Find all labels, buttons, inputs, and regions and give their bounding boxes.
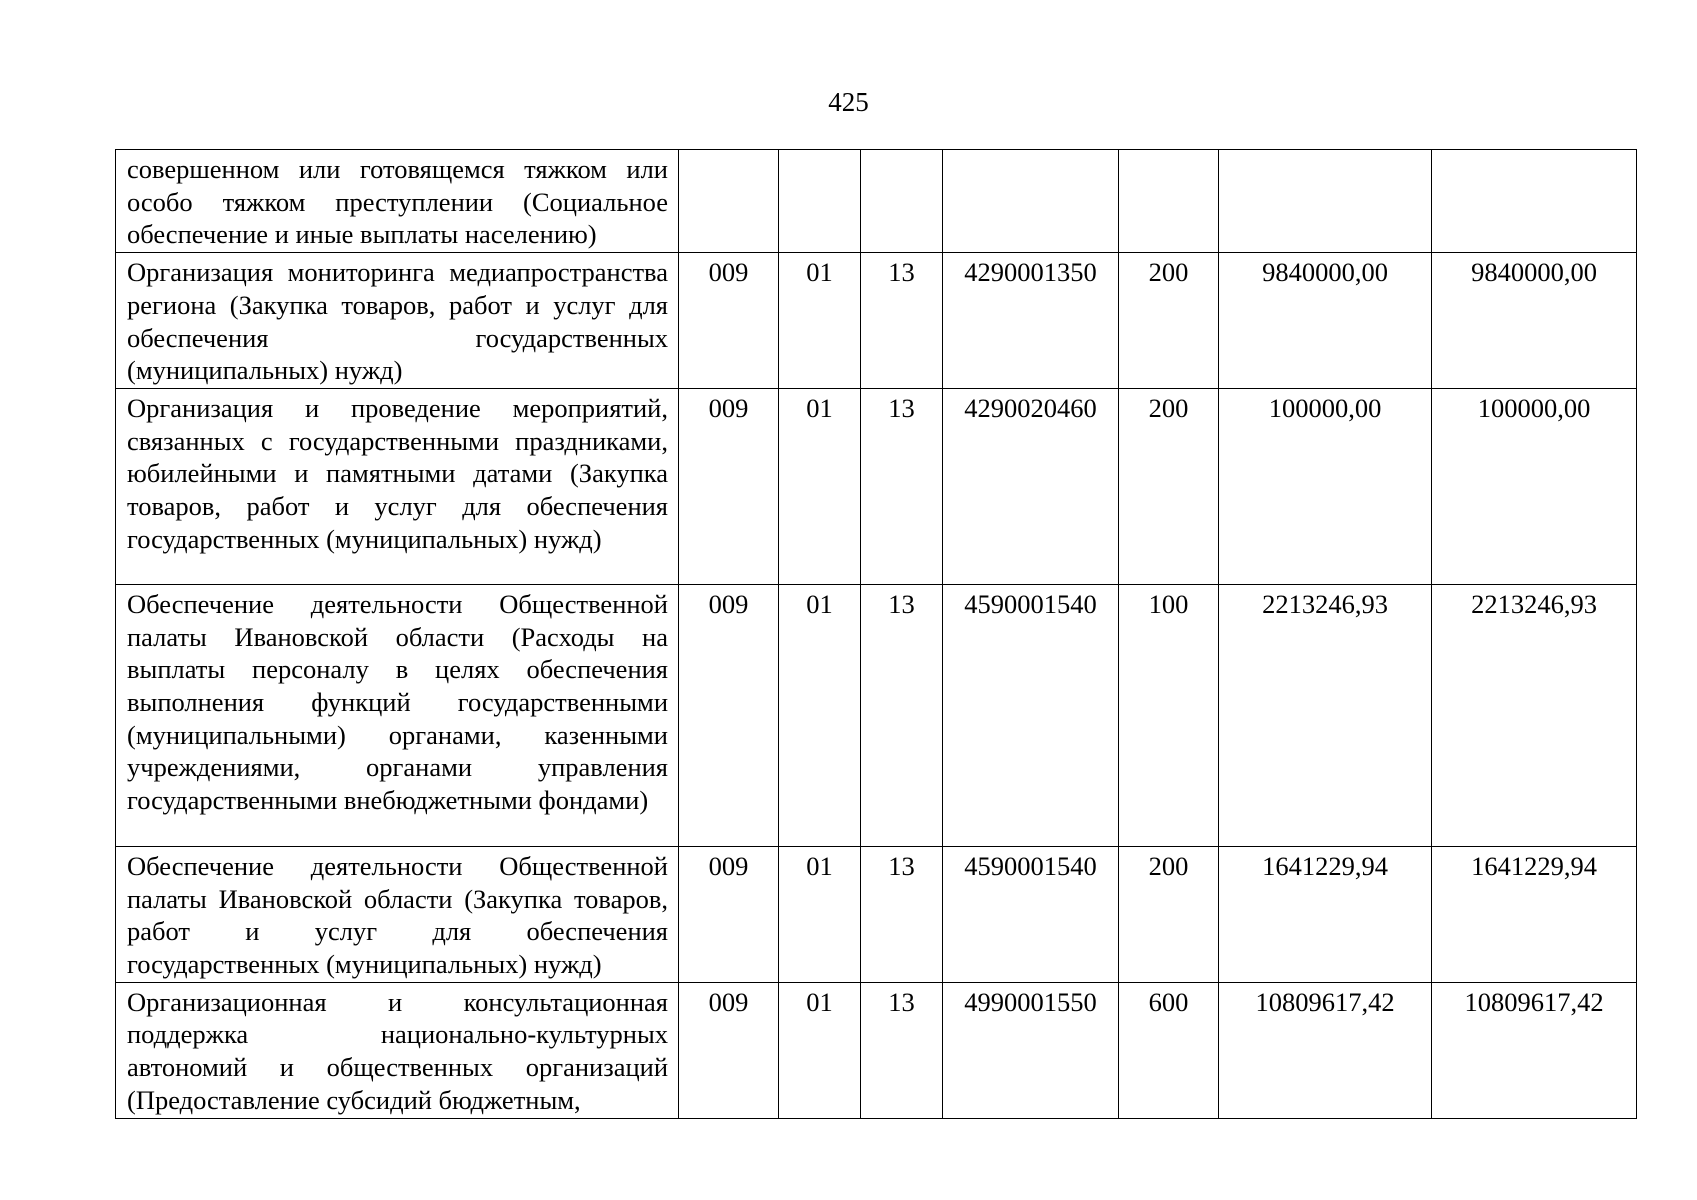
amount-year-2 xyxy=(1432,150,1637,253)
subsection-code: 13 xyxy=(861,388,943,584)
section-code: 01 xyxy=(779,253,861,389)
target-article-code: 4290020460 xyxy=(943,388,1119,584)
row-description: Обеспечение деятельности Общественной палаты Ивановской области (Закупка товаров, работ и услуг для обеспечения государственных (муниципальных) нужд) xyxy=(116,846,679,982)
section-code: 01 xyxy=(779,584,861,846)
amount-year-1: 100000,00 xyxy=(1219,388,1432,584)
amount-year-2: 100000,00 xyxy=(1432,388,1637,584)
subsection-code: 13 xyxy=(861,253,943,389)
expense-type-code: 600 xyxy=(1119,982,1219,1118)
expense-type-code xyxy=(1119,150,1219,253)
subsection-code: 13 xyxy=(861,982,943,1118)
amount-year-2: 10809617,42 xyxy=(1432,982,1637,1118)
expense-type-code: 100 xyxy=(1119,584,1219,846)
row-description: совершенном или готовящемся тяжком или особо тяжком преступлении (Социальное обеспечение и иные выплаты населению) xyxy=(116,150,679,253)
amount-year-1: 9840000,00 xyxy=(1219,253,1432,389)
ministry-code: 009 xyxy=(679,982,779,1118)
section-code: 01 xyxy=(779,982,861,1118)
target-article-code: 4990001550 xyxy=(943,982,1119,1118)
page-number: 425 xyxy=(828,87,869,117)
amount-year-1: 10809617,42 xyxy=(1219,982,1432,1118)
row-description: Обеспечение деятельности Общественной палаты Ивановской области (Расходы на выплаты персоналу в целях обеспечения выполнения функций государственными (муниципальными) органами, казенными учреждениями, органами управления государственными внебюджетными фондами) xyxy=(116,584,679,846)
subsection-code xyxy=(861,150,943,253)
section-code xyxy=(779,150,861,253)
table-row xyxy=(116,846,1637,982)
ministry-code: 009 xyxy=(679,388,779,584)
amount-year-2: 1641229,94 xyxy=(1432,846,1637,982)
ministry-code: 009 xyxy=(679,846,779,982)
table-row xyxy=(116,584,1637,846)
table-row xyxy=(116,388,1637,584)
subsection-code: 13 xyxy=(861,846,943,982)
amount-year-1 xyxy=(1219,150,1432,253)
section-code: 01 xyxy=(779,388,861,584)
ministry-code: 009 xyxy=(679,584,779,846)
table-row xyxy=(116,253,1637,389)
table-row xyxy=(116,982,1637,1118)
ministry-code: 009 xyxy=(679,253,779,389)
target-article-code xyxy=(943,150,1119,253)
target-article-code: 4590001540 xyxy=(943,846,1119,982)
expense-type-code: 200 xyxy=(1119,846,1219,982)
amount-year-1: 1641229,94 xyxy=(1219,846,1432,982)
row-description: Организация мониторинга медиапространства региона (Закупка товаров, работ и услуг для обеспечения государственных (муниципальных) нужд) xyxy=(116,253,679,389)
row-description: Организационная и консультационная поддержка национально-культурных автономий и общественных организаций (Предоставление субсидий бюджетным, xyxy=(116,982,679,1118)
target-article-code: 4290001350 xyxy=(943,253,1119,389)
target-article-code: 4590001540 xyxy=(943,584,1119,846)
budget-table xyxy=(115,149,1637,1119)
amount-year-1: 2213246,93 xyxy=(1219,584,1432,846)
amount-year-2: 9840000,00 xyxy=(1432,253,1637,389)
expense-type-code: 200 xyxy=(1119,388,1219,584)
table-body xyxy=(116,150,1637,1119)
table-row xyxy=(116,150,1637,253)
subsection-code: 13 xyxy=(861,584,943,846)
section-code: 01 xyxy=(779,846,861,982)
row-description: Организация и проведение мероприятий, связанных с государственными праздниками, юбилейными и памятными датами (Закупка товаров, работ и услуг для обеспечения государственных (муниципальных) нужд) xyxy=(116,388,679,584)
ministry-code xyxy=(679,150,779,253)
amount-year-2: 2213246,93 xyxy=(1432,584,1637,846)
expense-type-code: 200 xyxy=(1119,253,1219,389)
